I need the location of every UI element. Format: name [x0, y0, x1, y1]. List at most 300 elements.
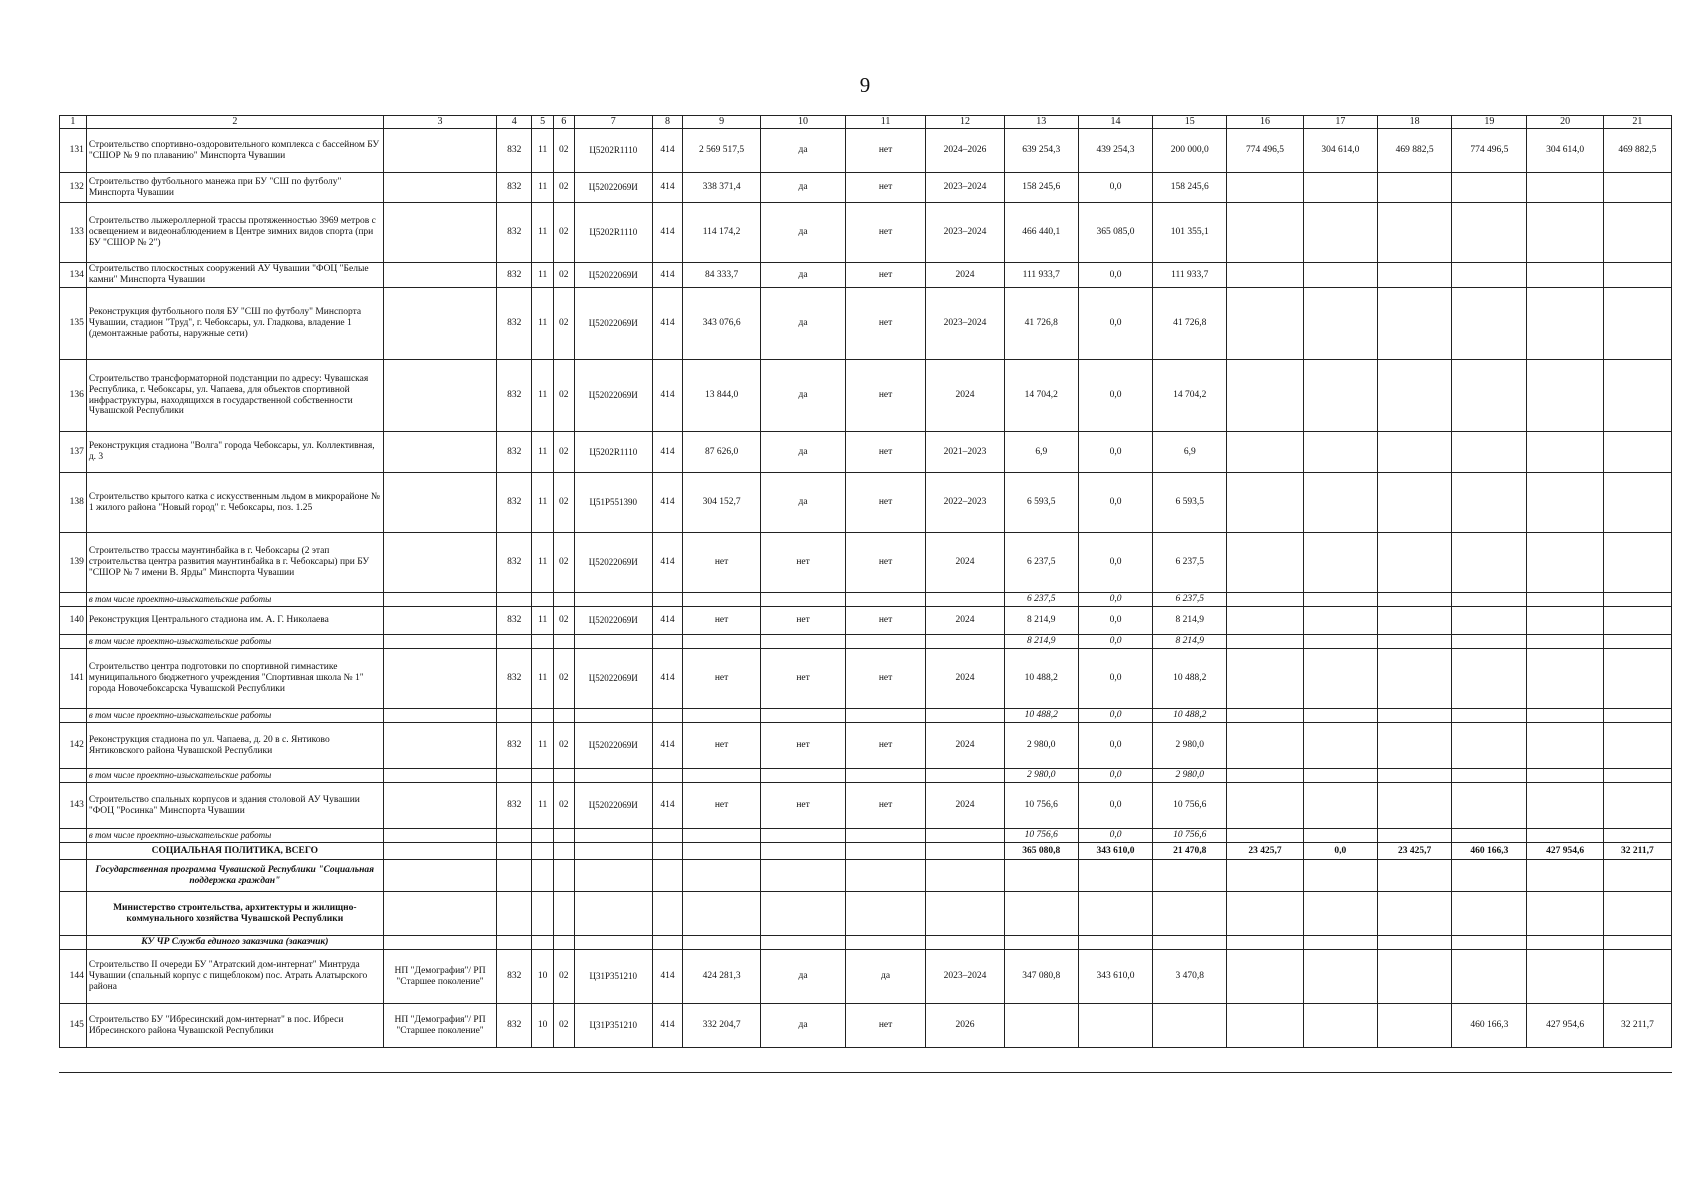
federal-year2-cell — [1303, 649, 1377, 709]
total-year2-cell — [1227, 473, 1303, 533]
section-cell: 11 — [532, 288, 554, 360]
subsection-cell — [553, 843, 574, 860]
federal-year3-cell — [1527, 263, 1603, 288]
object-name-cell: Строительство крытого катка с искусственным льдом в микрорайоне № 1 жилого района "Новый город" г. Чебоксары, поз. 1.25 — [86, 473, 383, 533]
subsection-cell: 02 — [553, 263, 574, 288]
table-body — [60, 116, 1672, 1048]
federal-year3-cell — [1527, 950, 1603, 1004]
total-year1-cell: 6 237,5 — [1004, 533, 1078, 593]
construction-period-cell — [926, 843, 1004, 860]
column-number-row — [60, 116, 1672, 129]
object-name-cell: в том числе проектно-изыскательские работы — [86, 593, 383, 607]
column-number-cell: 17 — [1303, 116, 1377, 129]
construction-period-cell: 2026 — [926, 1004, 1004, 1048]
object-name-cell: в том числе проектно-изыскательские работы — [86, 829, 383, 843]
program-cell — [383, 769, 496, 783]
target-article-cell: Ц52022069И — [574, 607, 652, 635]
row-number-cell — [60, 843, 87, 860]
federal-year1-cell: 0,0 — [1078, 783, 1152, 829]
design-docs-cell — [761, 936, 846, 950]
expertise-cell: нет — [845, 723, 925, 769]
estimated-cost-cell — [682, 709, 760, 723]
subsection-cell — [553, 709, 574, 723]
federal-year3-cell — [1527, 288, 1603, 360]
target-article-cell: Ц52022069И — [574, 173, 652, 203]
gr-code-cell: 832 — [497, 533, 532, 593]
object-name-cell: Реконструкция стадиона "Волга" города Чебоксары, ул. Коллективная, д. 3 — [86, 432, 383, 473]
republic-year2-cell — [1377, 533, 1451, 593]
expense-type-cell: 414 — [652, 607, 682, 635]
republic-year3-cell — [1603, 860, 1671, 892]
expertise-cell — [845, 635, 925, 649]
row-number-cell — [60, 593, 87, 607]
estimated-cost-cell — [682, 892, 760, 936]
republic-year3-cell — [1603, 607, 1671, 635]
gr-code-cell — [497, 843, 532, 860]
total-year2-cell — [1227, 892, 1303, 936]
federal-year3-cell — [1527, 607, 1603, 635]
total-year1-cell: 6 237,5 — [1004, 593, 1078, 607]
design-docs-cell — [761, 635, 846, 649]
target-article-cell: Ц5202R1110 — [574, 432, 652, 473]
expertise-cell — [845, 843, 925, 860]
subsection-cell: 02 — [553, 432, 574, 473]
section-cell: 11 — [532, 360, 554, 432]
expense-type-cell — [652, 892, 682, 936]
table-row — [60, 360, 1672, 432]
table-row — [60, 129, 1672, 173]
target-article-cell: Ц5202R1110 — [574, 203, 652, 263]
republic-year2-cell — [1377, 173, 1451, 203]
expertise-cell: нет — [845, 649, 925, 709]
section-cell — [532, 892, 554, 936]
row-number-cell: 137 — [60, 432, 87, 473]
design-docs-cell: да — [761, 288, 846, 360]
republic-year3-cell — [1603, 635, 1671, 649]
row-number-cell — [60, 860, 87, 892]
column-number-cell: 4 — [497, 116, 532, 129]
construction-period-cell: 2024 — [926, 723, 1004, 769]
federal-year1-cell — [1078, 860, 1152, 892]
object-name-cell: Строительство БУ "Ибресинский дом-интернат" в пос. Ибреси Ибресинского района Чувашской Республики — [86, 1004, 383, 1048]
estimated-cost-cell: нет — [682, 607, 760, 635]
republic-year2-cell — [1377, 203, 1451, 263]
republic-year1-cell — [1153, 1004, 1227, 1048]
expertise-cell — [845, 936, 925, 950]
republic-year2-cell — [1377, 892, 1451, 936]
estimated-cost-cell: 304 152,7 — [682, 473, 760, 533]
republic-year2-cell: 23 425,7 — [1377, 843, 1451, 860]
total-year1-cell: 639 254,3 — [1004, 129, 1078, 173]
expertise-cell — [845, 860, 925, 892]
expense-type-cell — [652, 829, 682, 843]
republic-year2-cell — [1377, 288, 1451, 360]
column-number-cell: 13 — [1004, 116, 1078, 129]
republic-year3-cell — [1603, 533, 1671, 593]
total-year2-cell — [1227, 288, 1303, 360]
federal-year2-cell — [1303, 860, 1377, 892]
column-number-cell: 10 — [761, 116, 846, 129]
column-number-cell: 12 — [926, 116, 1004, 129]
total-year3-cell — [1452, 723, 1527, 769]
subsection-cell: 02 — [553, 950, 574, 1004]
federal-year3-cell — [1527, 860, 1603, 892]
estimated-cost-cell: 338 371,4 — [682, 173, 760, 203]
program-cell: НП "Демография"/ РП "Старшее поколение" — [383, 1004, 496, 1048]
gr-code-cell: 832 — [497, 432, 532, 473]
gr-code-cell: 832 — [497, 263, 532, 288]
expense-type-cell: 414 — [652, 360, 682, 432]
section-cell — [532, 635, 554, 649]
column-number-cell: 6 — [553, 116, 574, 129]
construction-period-cell: 2022–2023 — [926, 473, 1004, 533]
table-row — [60, 203, 1672, 263]
construction-period-cell: 2023–2024 — [926, 288, 1004, 360]
construction-period-cell — [926, 860, 1004, 892]
expertise-cell: нет — [845, 473, 925, 533]
design-docs-cell — [761, 829, 846, 843]
section-cell — [532, 593, 554, 607]
federal-year1-cell: 0,0 — [1078, 635, 1152, 649]
federal-year2-cell — [1303, 709, 1377, 723]
republic-year1-cell: 8 214,9 — [1153, 607, 1227, 635]
federal-year2-cell — [1303, 360, 1377, 432]
republic-year3-cell — [1603, 263, 1671, 288]
object-name-cell: Строительство спортивно-оздоровительного комплекса с бассейном БУ "СШОР № 9 по плаванию" Минспорта Чувашии — [86, 129, 383, 173]
gr-code-cell — [497, 936, 532, 950]
program-cell — [383, 203, 496, 263]
federal-year2-cell — [1303, 892, 1377, 936]
column-number-cell: 16 — [1227, 116, 1303, 129]
table-row — [60, 1004, 1672, 1048]
program-cell — [383, 263, 496, 288]
subtotal-row — [60, 635, 1672, 649]
republic-year1-cell: 8 214,9 — [1153, 635, 1227, 649]
gr-code-cell: 832 — [497, 288, 532, 360]
total-year2-cell — [1227, 769, 1303, 783]
republic-year1-cell: 2 980,0 — [1153, 723, 1227, 769]
federal-year2-cell — [1303, 432, 1377, 473]
row-number-cell: 133 — [60, 203, 87, 263]
expertise-cell: нет — [845, 173, 925, 203]
column-number-cell: 2 — [86, 116, 383, 129]
total-year1-cell: 6 593,5 — [1004, 473, 1078, 533]
total-year1-cell: 2 980,0 — [1004, 769, 1078, 783]
federal-year2-cell: 0,0 — [1303, 843, 1377, 860]
gr-code-cell: 832 — [497, 607, 532, 635]
expense-type-cell — [652, 593, 682, 607]
subsection-cell: 02 — [553, 288, 574, 360]
total-year2-cell — [1227, 635, 1303, 649]
total-year1-cell: 347 080,8 — [1004, 950, 1078, 1004]
construction-period-cell — [926, 769, 1004, 783]
gr-code-cell: 832 — [497, 203, 532, 263]
object-name-cell: Строительство центра подготовки по спортивной гимнастике муниципального бюджетного учреждения "Спортивная школа № 1" города Новочебоксарска Чувашской Республики — [86, 649, 383, 709]
republic-year2-cell — [1377, 769, 1451, 783]
republic-year3-cell — [1603, 203, 1671, 263]
program-cell — [383, 783, 496, 829]
table-row — [60, 723, 1672, 769]
federal-year2-cell — [1303, 263, 1377, 288]
republic-year1-cell: 10 756,6 — [1153, 783, 1227, 829]
total-year1-cell: 8 214,9 — [1004, 635, 1078, 649]
target-article-cell: Ц52022069И — [574, 360, 652, 432]
estimated-cost-cell — [682, 860, 760, 892]
total-year3-cell — [1452, 783, 1527, 829]
row-number-cell: 143 — [60, 783, 87, 829]
subsection-cell — [553, 829, 574, 843]
republic-year1-cell: 21 470,8 — [1153, 843, 1227, 860]
program-cell — [383, 288, 496, 360]
table-bottom-border — [59, 1072, 1672, 1073]
object-name-cell: в том числе проектно-изыскательские работы — [86, 635, 383, 649]
subsection-cell: 02 — [553, 533, 574, 593]
federal-year1-cell: 0,0 — [1078, 173, 1152, 203]
expense-type-cell: 414 — [652, 950, 682, 1004]
table-row — [60, 288, 1672, 360]
gr-code-cell: 832 — [497, 950, 532, 1004]
table-row — [60, 783, 1672, 829]
total-year2-cell: 23 425,7 — [1227, 843, 1303, 860]
republic-year2-cell — [1377, 263, 1451, 288]
construction-period-cell — [926, 936, 1004, 950]
investment-objects-table — [59, 115, 1672, 1048]
federal-year2-cell — [1303, 950, 1377, 1004]
object-name-cell: в том числе проектно-изыскательские работы — [86, 769, 383, 783]
republic-year2-cell — [1377, 950, 1451, 1004]
total-year2-cell — [1227, 432, 1303, 473]
design-docs-cell — [761, 769, 846, 783]
republic-year2-cell — [1377, 1004, 1451, 1048]
design-docs-cell — [761, 892, 846, 936]
object-name-cell: Строительство лыжероллерной трассы протяженностью 3969 метров с освещением и видеонаблюдением в Центре зимних видов спорта (при БУ "СШОР № 2") — [86, 203, 383, 263]
row-number-cell: 135 — [60, 288, 87, 360]
total-year3-cell — [1452, 593, 1527, 607]
expense-type-cell: 414 — [652, 173, 682, 203]
expense-type-cell — [652, 769, 682, 783]
construction-period-cell: 2024 — [926, 360, 1004, 432]
program-cell — [383, 843, 496, 860]
expense-type-cell — [652, 635, 682, 649]
republic-year3-cell: 32 211,7 — [1603, 1004, 1671, 1048]
expertise-cell — [845, 593, 925, 607]
total-year1-cell: 10 488,2 — [1004, 709, 1078, 723]
subtotal-row — [60, 593, 1672, 607]
republic-year1-cell: 10 488,2 — [1153, 709, 1227, 723]
row-number-cell: 138 — [60, 473, 87, 533]
object-name-cell: Строительство трассы маунтинбайка в г. Чебоксары (2 этап строительства центра развития маунтинбайка в г. Чебоксары) при БУ "СШОР № 7 имени В. Ярды" Минспорта Чувашии — [86, 533, 383, 593]
federal-year2-cell — [1303, 936, 1377, 950]
design-docs-cell — [761, 709, 846, 723]
total-year3-cell — [1452, 829, 1527, 843]
republic-year1-cell: 158 245,6 — [1153, 173, 1227, 203]
federal-year3-cell — [1527, 649, 1603, 709]
federal-year2-cell — [1303, 829, 1377, 843]
program-cell — [383, 173, 496, 203]
federal-year1-cell: 0,0 — [1078, 769, 1152, 783]
construction-period-cell: 2024 — [926, 263, 1004, 288]
expense-type-cell — [652, 860, 682, 892]
expense-type-cell: 414 — [652, 432, 682, 473]
section-cell: 10 — [532, 1004, 554, 1048]
subsection-cell — [553, 860, 574, 892]
republic-year3-cell — [1603, 723, 1671, 769]
republic-year3-cell — [1603, 473, 1671, 533]
federal-year2-cell — [1303, 723, 1377, 769]
subsection-cell: 02 — [553, 783, 574, 829]
section-cell — [532, 936, 554, 950]
federal-year2-cell — [1303, 288, 1377, 360]
table-row — [60, 473, 1672, 533]
republic-year2-cell — [1377, 432, 1451, 473]
table-row — [60, 432, 1672, 473]
republic-year1-cell: 6 237,5 — [1153, 533, 1227, 593]
row-number-cell: 140 — [60, 607, 87, 635]
column-number-cell: 14 — [1078, 116, 1152, 129]
row-number-cell — [60, 892, 87, 936]
construction-period-cell — [926, 709, 1004, 723]
total-year3-cell — [1452, 635, 1527, 649]
republic-year1-cell: 10 488,2 — [1153, 649, 1227, 709]
column-number-cell: 11 — [845, 116, 925, 129]
section-cell — [532, 709, 554, 723]
federal-year2-cell — [1303, 593, 1377, 607]
target-article-cell — [574, 843, 652, 860]
subsection-cell: 02 — [553, 203, 574, 263]
estimated-cost-cell: 343 076,6 — [682, 288, 760, 360]
republic-year3-cell — [1603, 173, 1671, 203]
federal-year3-cell — [1527, 892, 1603, 936]
republic-year1-cell: 101 355,1 — [1153, 203, 1227, 263]
total-year1-cell: 41 726,8 — [1004, 288, 1078, 360]
federal-year2-cell: 304 614,0 — [1303, 129, 1377, 173]
section-cell: 11 — [532, 533, 554, 593]
target-article-cell — [574, 709, 652, 723]
design-docs-cell: да — [761, 950, 846, 1004]
design-docs-cell: да — [761, 173, 846, 203]
republic-year1-cell: 14 704,2 — [1153, 360, 1227, 432]
row-number-cell: 142 — [60, 723, 87, 769]
republic-year1-cell: 2 980,0 — [1153, 769, 1227, 783]
construction-period-cell: 2021–2023 — [926, 432, 1004, 473]
construction-period-cell: 2024 — [926, 783, 1004, 829]
expertise-cell — [845, 892, 925, 936]
gr-code-cell — [497, 709, 532, 723]
expertise-cell — [845, 709, 925, 723]
republic-year3-cell — [1603, 950, 1671, 1004]
gr-code-cell — [497, 860, 532, 892]
subsection-cell: 02 — [553, 473, 574, 533]
gr-code-cell: 832 — [497, 129, 532, 173]
row-number-cell: 139 — [60, 533, 87, 593]
section-cell: 11 — [532, 473, 554, 533]
subsection-cell: 02 — [553, 129, 574, 173]
federal-year3-cell — [1527, 769, 1603, 783]
total-year3-cell — [1452, 892, 1527, 936]
section-cell: 10 — [532, 950, 554, 1004]
republic-year1-cell — [1153, 860, 1227, 892]
republic-year3-cell: 469 882,5 — [1603, 129, 1671, 173]
total-year3-cell — [1452, 288, 1527, 360]
federal-year1-cell: 0,0 — [1078, 288, 1152, 360]
object-name-cell: Строительство плоскостных сооружений АУ Чувашии "ФОЦ "Белые камни" Минспорта Чувашии — [86, 263, 383, 288]
estimated-cost-cell — [682, 593, 760, 607]
republic-year1-cell: 6,9 — [1153, 432, 1227, 473]
subsection-cell: 02 — [553, 649, 574, 709]
estimated-cost-cell: 84 333,7 — [682, 263, 760, 288]
row-number-cell — [60, 936, 87, 950]
total-row — [60, 843, 1672, 860]
expense-type-cell: 414 — [652, 723, 682, 769]
expense-type-cell — [652, 709, 682, 723]
federal-year1-cell — [1078, 892, 1152, 936]
construction-period-cell — [926, 593, 1004, 607]
design-docs-cell: нет — [761, 783, 846, 829]
program-cell — [383, 593, 496, 607]
expense-type-cell: 414 — [652, 1004, 682, 1048]
section-cell — [532, 843, 554, 860]
subsection-cell: 02 — [553, 1004, 574, 1048]
section-heading-row — [60, 860, 1672, 892]
row-number-cell: 136 — [60, 360, 87, 432]
gr-code-cell: 832 — [497, 723, 532, 769]
section-cell: 11 — [532, 263, 554, 288]
column-number-cell: 1 — [60, 116, 87, 129]
program-cell — [383, 607, 496, 635]
program-cell — [383, 129, 496, 173]
construction-period-cell: 2023–2024 — [926, 173, 1004, 203]
total-year3-cell — [1452, 360, 1527, 432]
expense-type-cell — [652, 843, 682, 860]
republic-year3-cell — [1603, 829, 1671, 843]
object-name-cell: Реконструкция Центрального стадиона им. А. Г. Николаева — [86, 607, 383, 635]
federal-year3-cell — [1527, 723, 1603, 769]
design-docs-cell: да — [761, 432, 846, 473]
column-number-cell: 9 — [682, 116, 760, 129]
federal-year3-cell — [1527, 783, 1603, 829]
object-name-cell: Министерство строительства, архитектуры и жилищно-коммунального хозяйства Чувашской Республики — [86, 892, 383, 936]
total-year3-cell — [1452, 649, 1527, 709]
expertise-cell: нет — [845, 203, 925, 263]
column-number-cell: 21 — [1603, 116, 1671, 129]
total-year3-cell — [1452, 860, 1527, 892]
subsection-cell — [553, 635, 574, 649]
gr-code-cell — [497, 635, 532, 649]
republic-year2-cell — [1377, 860, 1451, 892]
page-number: 9 — [859, 73, 871, 97]
program-cell — [383, 432, 496, 473]
estimated-cost-cell: 87 626,0 — [682, 432, 760, 473]
table-row — [60, 173, 1672, 203]
expertise-cell: нет — [845, 263, 925, 288]
expense-type-cell: 414 — [652, 783, 682, 829]
object-name-cell: Государственная программа Чувашской Республики "Социальная поддержка граждан" — [86, 860, 383, 892]
subsection-cell: 02 — [553, 607, 574, 635]
republic-year3-cell — [1603, 288, 1671, 360]
total-year3-cell — [1452, 709, 1527, 723]
gr-code-cell: 832 — [497, 173, 532, 203]
total-year1-cell: 158 245,6 — [1004, 173, 1078, 203]
total-year2-cell — [1227, 649, 1303, 709]
federal-year3-cell — [1527, 203, 1603, 263]
total-year2-cell — [1227, 607, 1303, 635]
federal-year2-cell — [1303, 533, 1377, 593]
design-docs-cell: нет — [761, 723, 846, 769]
expertise-cell: нет — [845, 783, 925, 829]
total-year2-cell — [1227, 936, 1303, 950]
target-article-cell: Ц31P351210 — [574, 950, 652, 1004]
target-article-cell: Ц51P551390 — [574, 473, 652, 533]
